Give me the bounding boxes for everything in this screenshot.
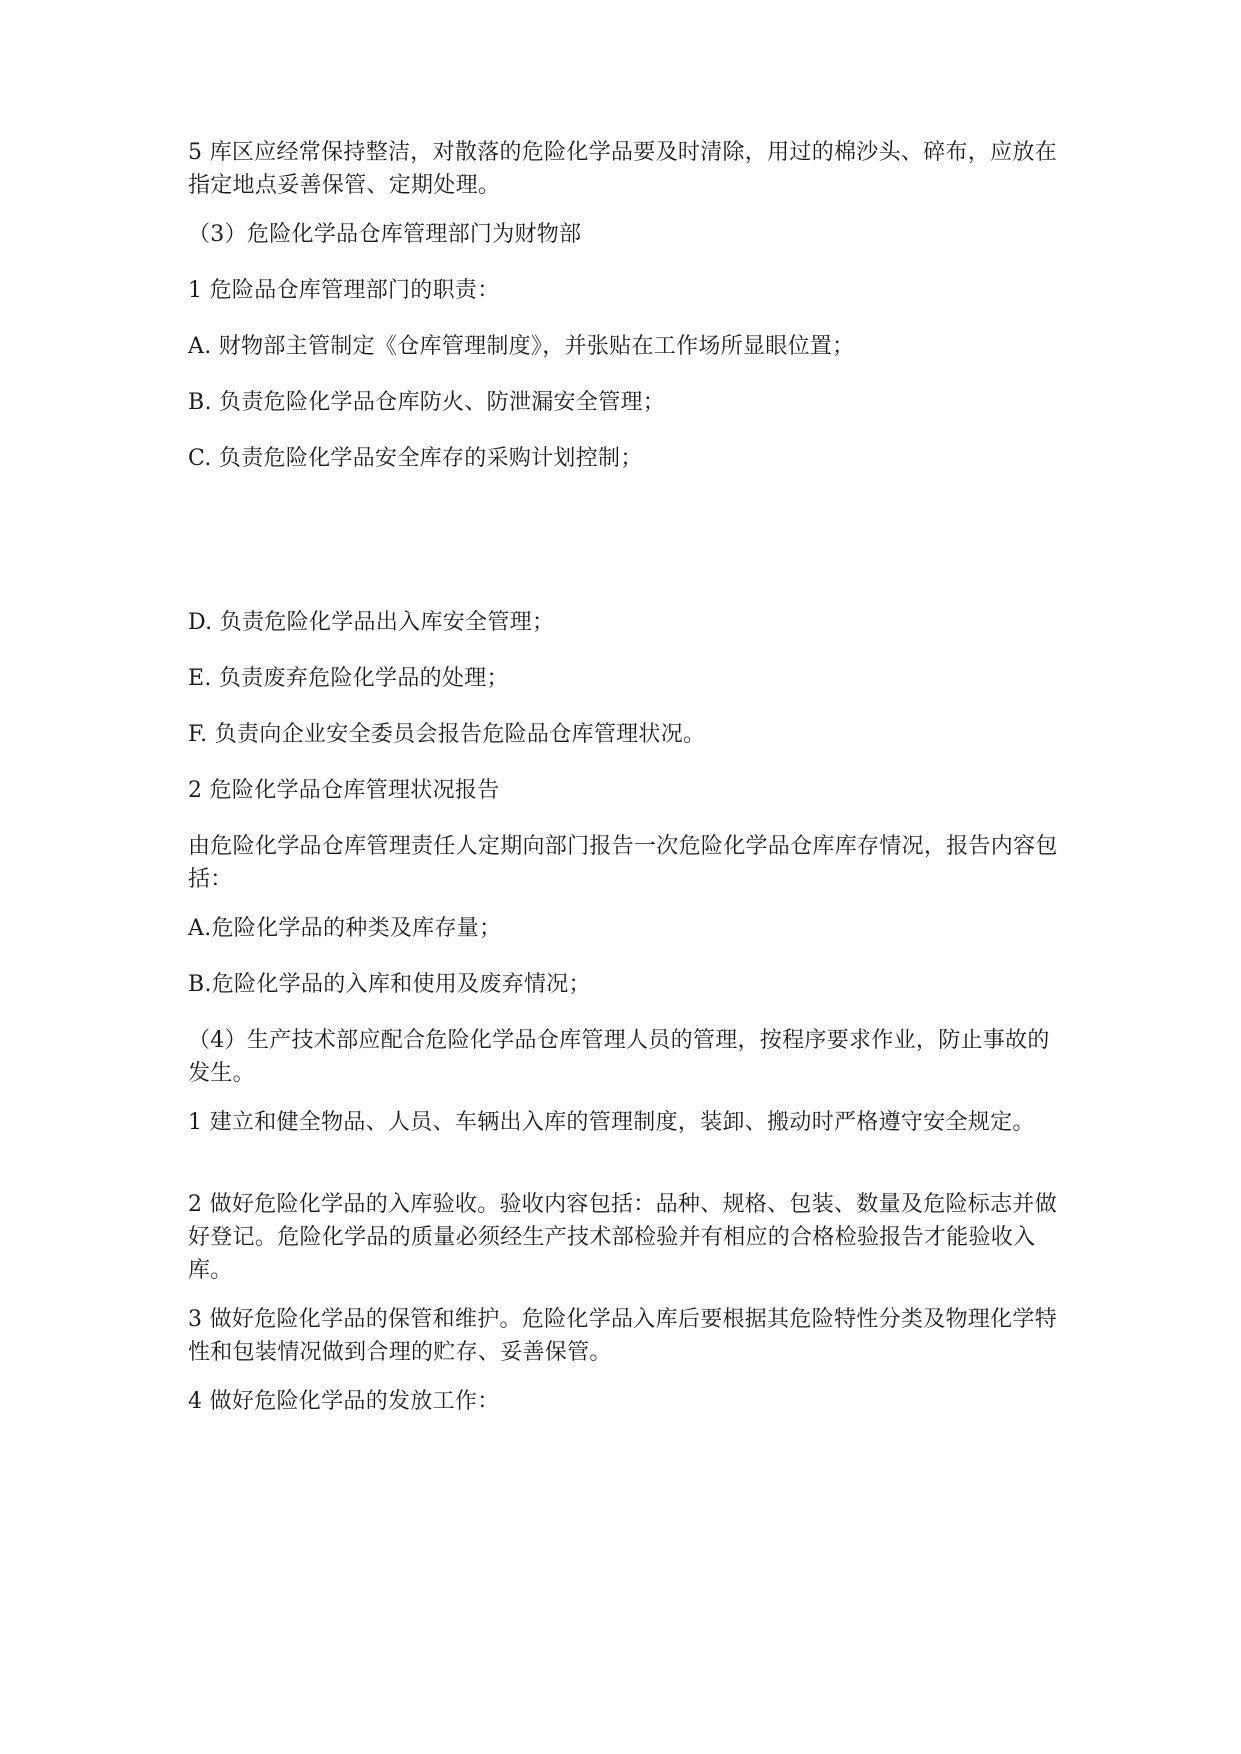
paragraph-storage-maintenance: 3 做好危险化学品的保管和维护。危险化学品入库后要根据其危险特性分类及物理化学特性和包装情况做到合理的贮存、妥善保管。: [188, 1307, 1057, 1365]
paragraph-section-4-heading: （4）生产技术部应配合危险化学品仓库管理人员的管理，按程序要求作业，防止事故的发生。: [188, 1028, 1050, 1086]
paragraph-item-b: B. 负责危险化学品仓库防火、防泄漏安全管理；: [188, 390, 666, 415]
paragraph-warehouse-cleanliness: 5 库区应经常保持整洁，对散落的危险化学品要及时清除，用过的棉沙头、碎布，应放在指定地点妥善保管、定期处理。: [188, 140, 1057, 198]
paragraph-dept-duties-heading: 1 危险品仓库管理部门的职责：: [188, 278, 500, 303]
paragraph-item-a: A. 财物部主管制定《仓库管理制度》，并张贴在工作场所显眼位置；: [188, 334, 855, 359]
paragraph-item-c: C. 负责危险化学品安全库存的采购计划控制；: [188, 446, 643, 471]
paragraph-report-item-b: B.危险化学品的入库和使用及废弃情况；: [188, 972, 591, 997]
paragraph-inbound-inspection: 2 做好危险化学品的入库验收。验收内容包括：品种、规格、包装、数量及危险标志并做好登记。危险化学品的质量必须经生产技术部检验并有相应的合格检验报告才能验收入库。: [188, 1192, 1057, 1283]
paragraph-item-e: E. 负责废弃危险化学品的处理；: [188, 666, 509, 691]
paragraph-status-report-body: 由危险化学品仓库管理责任人定期向部门报告一次危险化学品仓库库存情况，报告内容包括：: [188, 834, 1058, 892]
paragraph-section-3-heading: （3）危险化学品仓库管理部门为财物部: [188, 222, 582, 247]
paragraph-management-system: 1 建立和健全物品、人员、车辆出入库的管理制度，装卸、搬动时严格遵守安全规定。: [188, 1110, 1035, 1135]
paragraph-status-report-heading: 2 危险化学品仓库管理状况报告: [188, 778, 500, 803]
paragraph-report-item-a: A.危险化学品的种类及库存量；: [188, 916, 502, 941]
paragraph-item-f: F. 负责向企业安全委员会报告危险品仓库管理状况。: [188, 722, 706, 747]
paragraph-item-d: D. 负责危险化学品出入库安全管理；: [188, 610, 555, 635]
paragraph-distribution: 4 做好危险化学品的发放工作：: [188, 1389, 500, 1414]
